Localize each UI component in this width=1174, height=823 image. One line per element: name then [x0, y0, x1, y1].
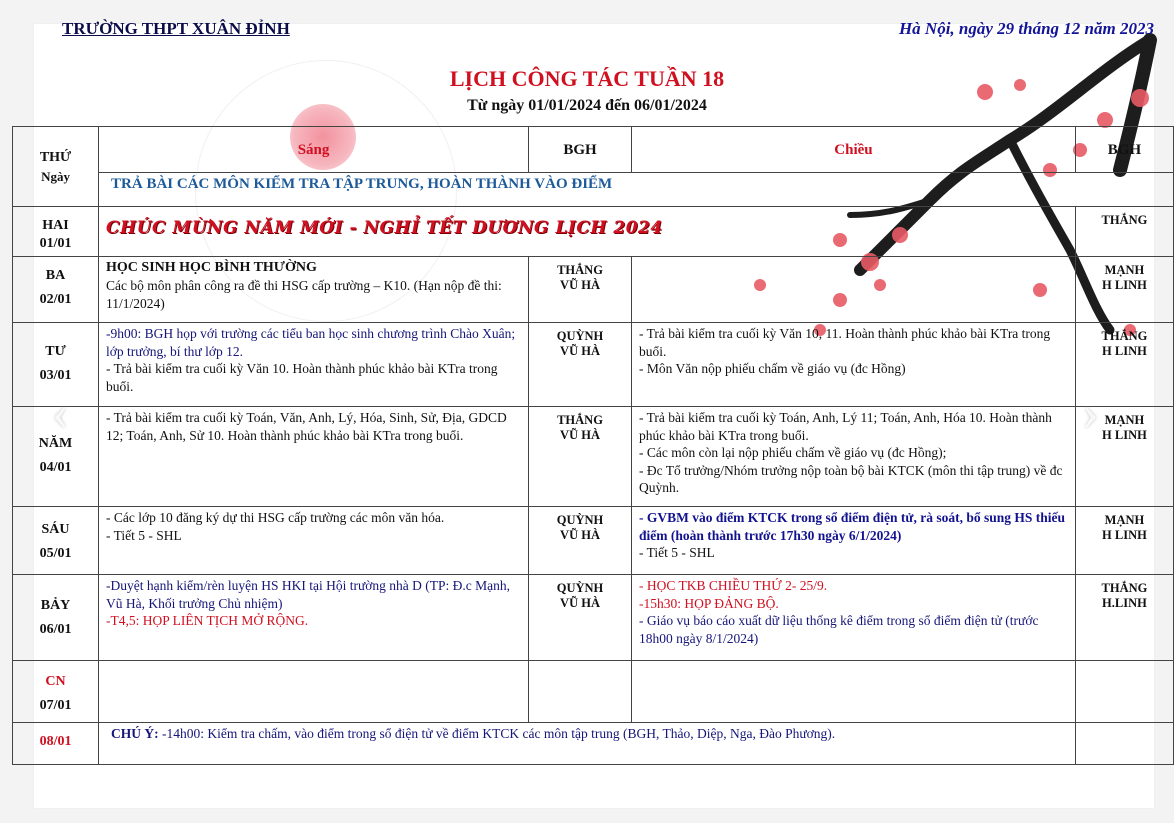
day-name: NĂM — [38, 436, 73, 451]
header-date-label: Ngày — [41, 169, 70, 185]
column-header-afternoon: Chiều — [631, 127, 1075, 173]
bgh-pm-cell — [1075, 257, 1173, 323]
day-cell — [13, 661, 99, 723]
bgh-am-name-1: THẮNG — [557, 413, 603, 427]
header-day-label: THỨ — [39, 150, 72, 165]
note-label: CHÚ Ý: — [111, 726, 159, 741]
bgh-am-name-2: VŨ HÀ — [560, 278, 600, 292]
bgh-pm-name: THẮNG — [1101, 213, 1148, 227]
bgh-pm-name-1: THẮNG — [1101, 329, 1148, 343]
bgh-am-cell — [529, 323, 632, 407]
table-row — [13, 575, 1174, 661]
note-cell — [99, 723, 1076, 765]
table-row — [13, 723, 1174, 765]
bgh-pm-name-1: THẮNG — [1101, 581, 1148, 595]
pm-item: - HỌC TKB CHIỀU THỨ 2- 25/9. — [638, 578, 828, 593]
day-date: 04/01 — [39, 460, 72, 476]
bgh-pm-name-2: H.LINH — [1102, 596, 1147, 610]
bgh-pm-name-1: MẠNH — [1104, 263, 1145, 277]
afternoon-cell — [631, 661, 1075, 723]
day-cell — [13, 575, 99, 661]
table-row — [13, 207, 1174, 257]
table-row — [13, 407, 1174, 507]
day-cell — [13, 723, 99, 765]
table-row — [13, 323, 1174, 407]
bgh-am-name-1: QUỲNH — [556, 329, 604, 343]
pm-item: - Trả bài kiểm tra cuối kỳ Toán, Anh, Lý 11; Toán, Anh, Hóa 10. Hoàn thành phúc khảo bài KTra trong buổi. — [638, 410, 1052, 443]
day-name: SÁU — [41, 522, 70, 537]
morning-cell — [99, 575, 529, 661]
bgh-am-cell — [529, 575, 632, 661]
bgh-am-cell — [529, 661, 632, 723]
afternoon-cell — [631, 323, 1075, 407]
bgh-pm-name-2: H LINH — [1102, 428, 1147, 442]
bgh-pm-cell — [1075, 723, 1173, 765]
date-line: Hà Nội, ngày 29 tháng 12 năm 2023 — [898, 19, 1154, 38]
bgh-am-name-2: VŨ HÀ — [560, 596, 600, 610]
table-header-row — [13, 127, 1174, 173]
bgh-pm-cell — [1075, 575, 1173, 661]
morning-cell — [99, 407, 529, 507]
bgh-am-name-1: QUỲNH — [556, 581, 604, 595]
day-date: 05/01 — [39, 546, 72, 562]
bgh-pm-name-2: H LINH — [1102, 528, 1147, 542]
bgh-am-name-2: VŨ HÀ — [560, 428, 600, 442]
date-range: Từ ngày 01/01/2024 đến 06/01/2024 — [467, 97, 707, 114]
am-item: - Trả bài kiểm tra cuối kỳ Văn 10. Hoàn thành phúc khảo bài KTra trong buổi. — [106, 361, 498, 394]
afternoon-cell — [631, 407, 1075, 507]
bgh-am-cell — [529, 407, 632, 507]
am-item: -T4,5: HỌP LIÊN TỊCH MỞ RỘNG. — [106, 613, 309, 629]
chevron-left-icon[interactable]: ‹ — [52, 384, 69, 440]
day-name: BA — [45, 268, 66, 283]
new-year-notice: CHÚC MỪNG NĂM MỚI - NGHỈ TẾT DƯƠNG LỊCH 2024 — [99, 207, 1076, 257]
day-date: 01/01 — [39, 236, 72, 252]
am-item: -Duyệt hạnh kiểm/rèn luyện HS HKI tại Hội trường nhà D (TP: Đ.c Mạnh, Vũ Hà, Khối trưởng Chủ nhiệm) — [106, 578, 511, 611]
bgh-pm-cell — [1075, 507, 1173, 575]
day-cell — [13, 507, 99, 575]
bgh-am-cell — [529, 257, 632, 323]
day-name: CN — [45, 674, 66, 689]
bgh-am-name-2: VŨ HÀ — [560, 528, 600, 542]
morning-cell — [99, 323, 529, 407]
bgh-pm-name-2: H LINH — [1102, 344, 1147, 358]
am-item: - Các lớp 10 đăng ký dự thi HSG cấp trường các môn văn hóa. — [106, 510, 445, 525]
day-date: 07/01 — [39, 698, 72, 714]
bgh-pm-name-2: H LINH — [1102, 278, 1147, 292]
column-header-day — [13, 127, 99, 207]
bgh-am-name-1: QUỲNH — [556, 513, 604, 527]
day-name: TƯ — [45, 344, 66, 359]
table-row — [13, 507, 1174, 575]
pm-item: - GVBM vào điểm KTCK trong sổ điểm điện tử, rà soát, bổ sung HS thiếu điểm (hoàn thành trước 17h30 ngày 6/1/2024) — [638, 510, 1065, 543]
bgh-pm-cell — [1075, 661, 1173, 723]
day-date: 06/01 — [39, 622, 72, 638]
day-cell — [13, 207, 99, 257]
afternoon-cell — [631, 575, 1075, 661]
am-item: - Tiết 5 - SHL — [106, 527, 182, 543]
page-title: LỊCH CÔNG TÁC TUẦN 18 — [449, 66, 725, 91]
pm-item: - Các môn còn lại nộp phiếu chấm về giáo vụ (đc Hồng); — [638, 445, 947, 461]
day-name: HAI — [42, 218, 69, 233]
day-name: BẢY — [40, 598, 71, 613]
day-cell — [13, 257, 99, 323]
bgh-pm-name-1: MẠNH — [1104, 513, 1145, 527]
pm-item: - Môn Văn nộp phiếu chấm về giáo vụ (đc Hồng) — [638, 361, 906, 377]
pm-item: - Trả bài kiểm tra cuối kỳ Văn 10, 11. Hoàn thành phúc khảo bài KTra trong buổi. — [638, 326, 1051, 359]
day-date: 03/01 — [39, 368, 72, 384]
pm-item: - Đc Tổ trưởng/Nhóm trưởng nộp toàn bộ bài KTCK (môn thi tập trung) về đc Quỳnh. — [638, 462, 1063, 496]
am-item: - Trả bài kiểm tra cuối kỳ Toán, Văn, Anh, Lý, Hóa, Sinh, Sử, Địa, GDCD 12; Toán, Anh, Sử 10. Hoàn thành phúc khảo bài KTra trong buổi. — [106, 410, 507, 443]
chevron-right-icon[interactable]: › — [1082, 384, 1099, 440]
bgh-pm-cell — [1075, 207, 1173, 257]
morning-cell — [99, 661, 529, 723]
table-row — [13, 661, 1174, 723]
column-header-bgh: BGH — [529, 127, 632, 173]
afternoon-cell — [631, 507, 1075, 575]
bgh-pm-name-1: MẠNH — [1104, 413, 1145, 427]
morning-cell — [99, 257, 529, 323]
am-text: Các bộ môn phân công ra đề thi HSG cấp trường – K10. (Hạn nộp đề thi: 11/1/2024) — [106, 278, 502, 311]
schedule-table — [12, 126, 1174, 765]
day-date: 08/01 — [39, 734, 72, 749]
pm-item: -15h30: HỌP ĐẢNG BỘ. — [638, 595, 779, 611]
bgh-am-name-1: THẮNG — [557, 263, 603, 277]
morning-cell — [99, 507, 529, 575]
week-banner: TRẢ BÀI CÁC MÔN KIỂM TRA TẬP TRUNG, HOÀN THÀNH VÀO ĐIỂM — [99, 173, 1174, 207]
column-header-morning: Sáng — [99, 127, 529, 173]
bgh-am-cell — [529, 507, 632, 575]
afternoon-cell — [631, 257, 1075, 323]
am-heading: HỌC SINH HỌC BÌNH THƯỜNG — [106, 260, 317, 275]
column-header-bgh-pm: BGH — [1075, 127, 1173, 173]
day-date: 02/01 — [39, 292, 72, 308]
am-item: -9h00: BGH họp với trường các tiểu ban học sinh chương trình Chào Xuân; lớp trưởng, bí thư lớp 12. — [106, 326, 516, 359]
banner-row — [13, 173, 1174, 207]
note-text: -14h00: Kiểm tra chấm, vào điểm trong sổ điện tử về điểm KTCK các môn tập trung (BGH, Thảo, Diệp, Nga, Đào Phương). — [158, 726, 836, 741]
bgh-am-name-2: VŨ HÀ — [560, 344, 600, 358]
table-row — [13, 257, 1174, 323]
pm-item: - Giáo vụ báo cáo xuất dữ liệu thống kê điểm trong sổ điểm điện tử (trước 18h00 ngày 8/1/2024) — [638, 613, 1039, 646]
pm-item: - Tiết 5 - SHL — [638, 545, 715, 561]
school-name: TRƯỜNG THPT XUÂN ĐỈNH — [62, 19, 290, 38]
